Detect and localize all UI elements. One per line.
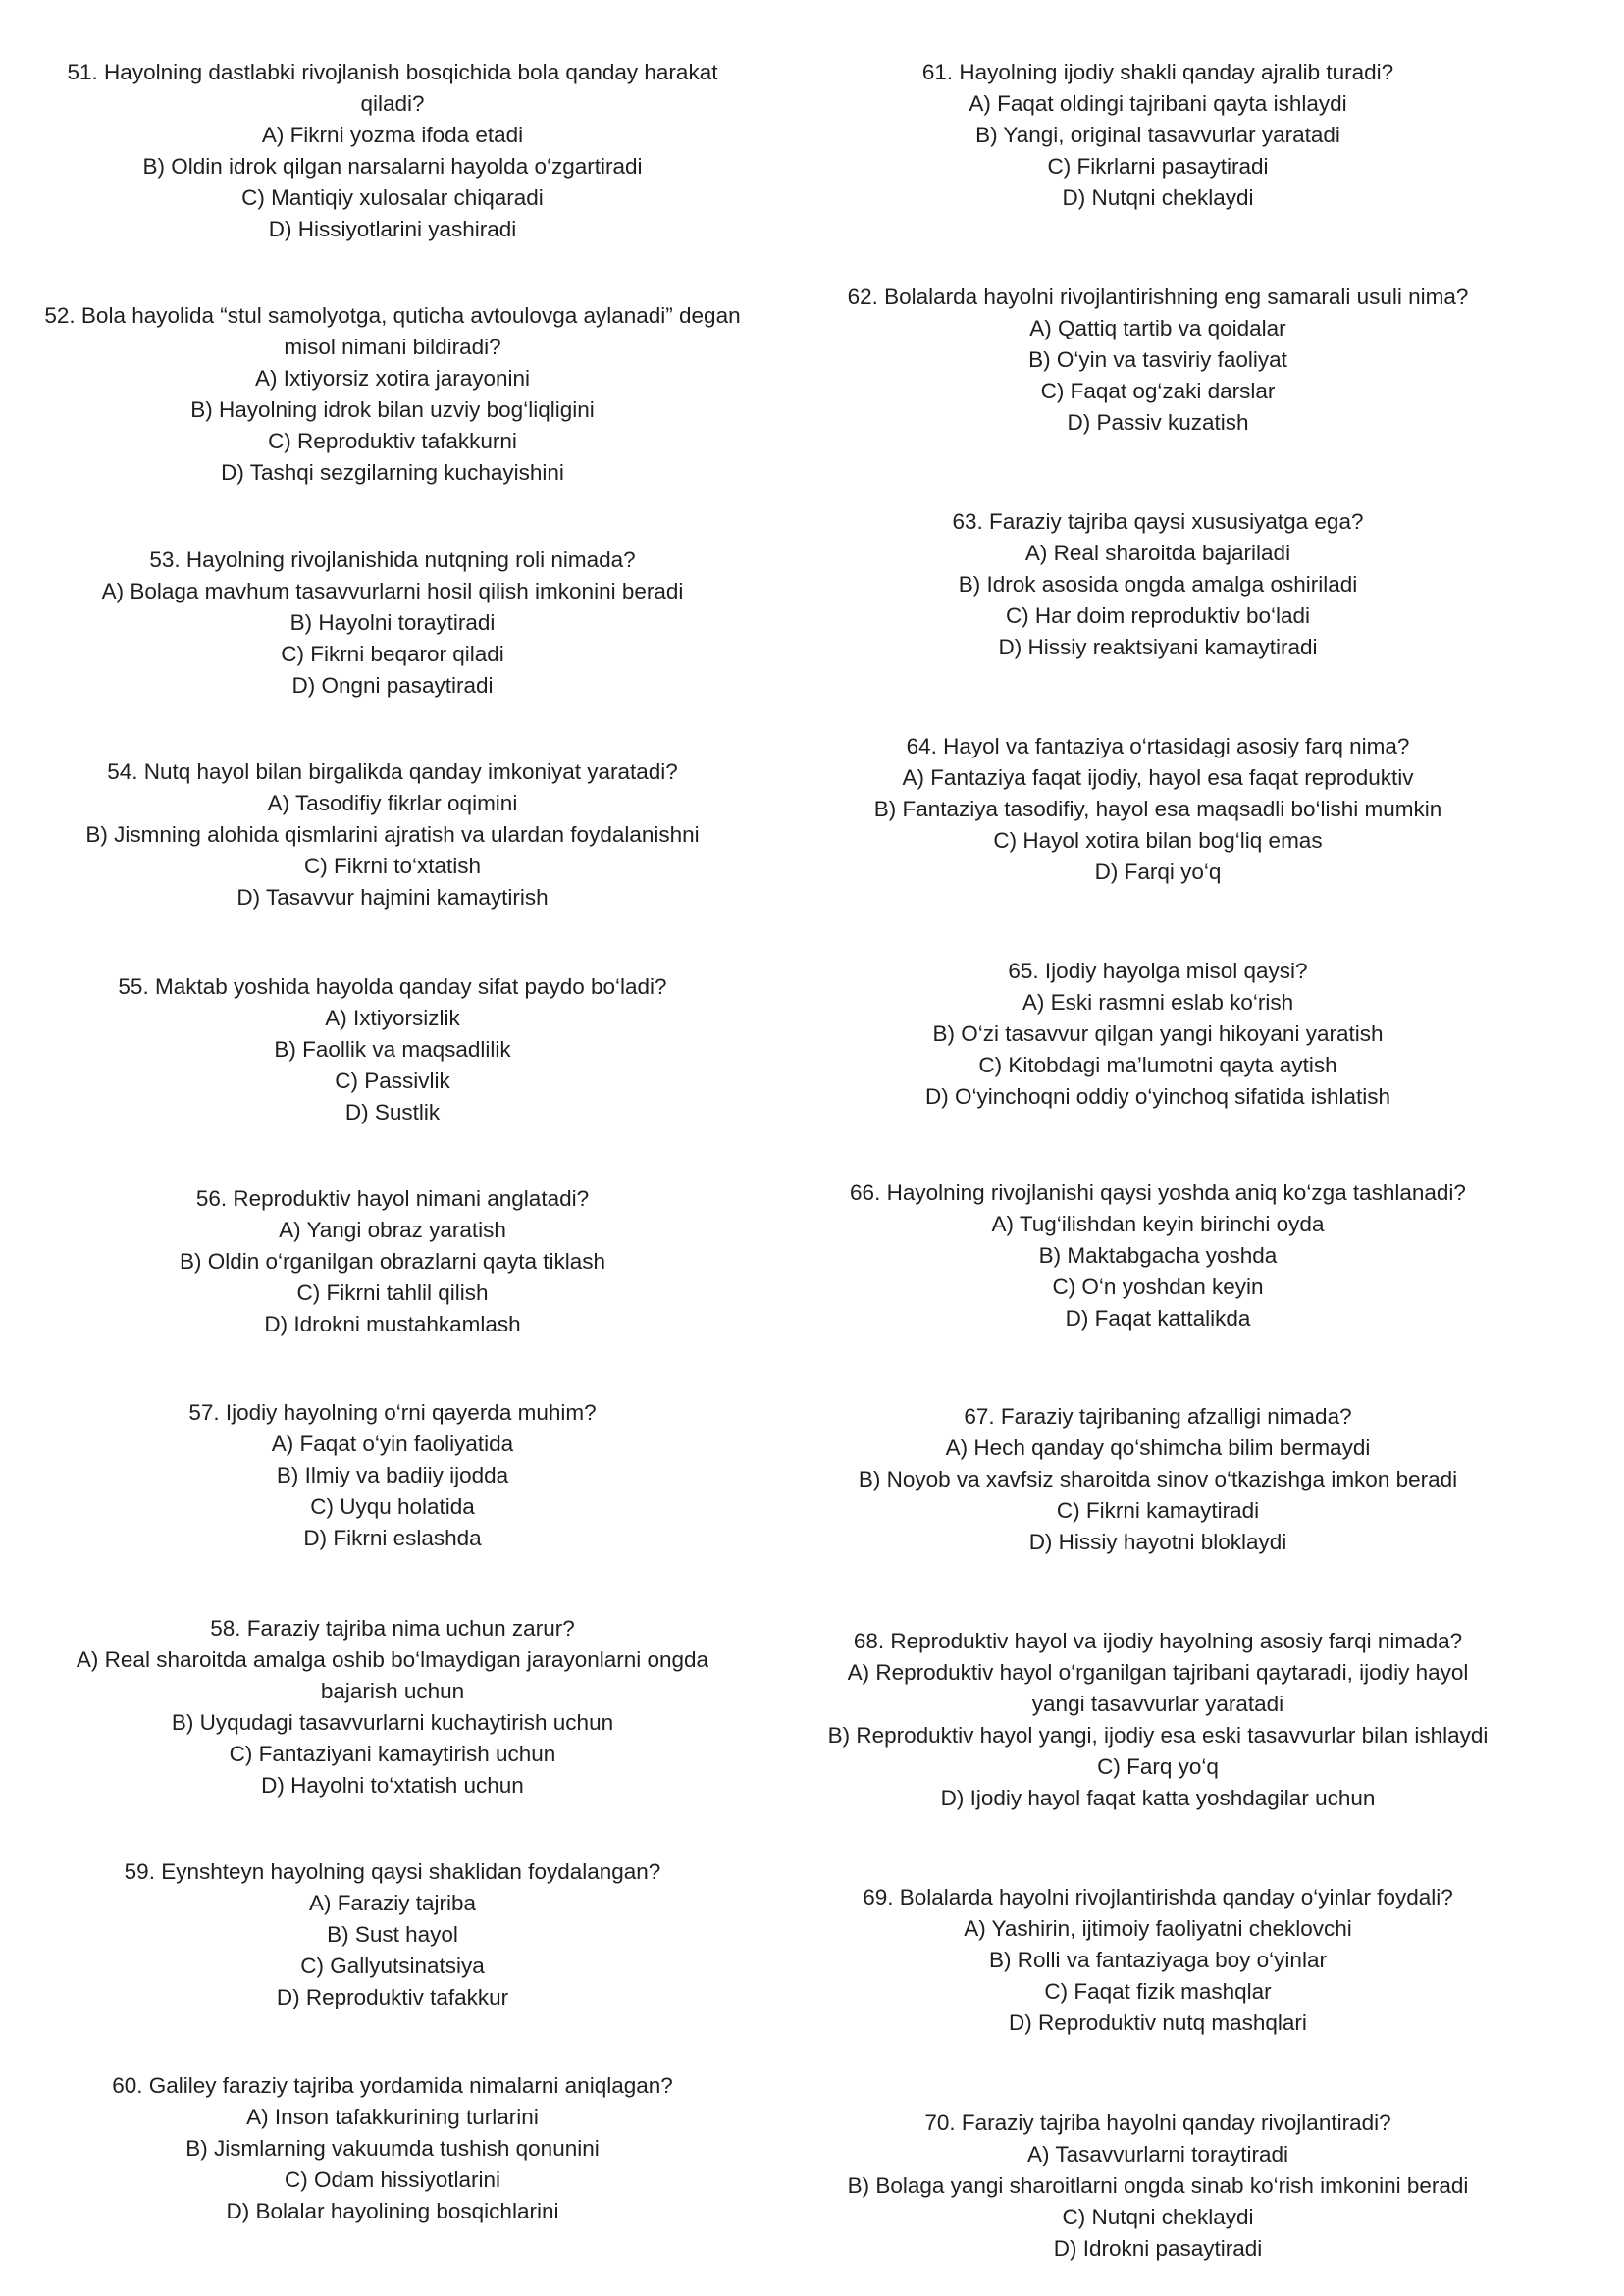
- option-a: A) Inson tafakkurining turlarini: [246, 2105, 539, 2129]
- option-c: C) O‘n yoshdan keyin: [1052, 1275, 1264, 1299]
- question-66: [785, 1177, 1531, 1334]
- option-a: A) Ixtiyorsiz xotira jarayonini: [254, 366, 531, 391]
- option-d: D) Tashqi sezgilarning kuchayishini: [221, 460, 564, 485]
- option-b: B) Faollik va maqsadlilik: [274, 1037, 511, 1062]
- option-c: C) Har doim reproduktiv bo‘ladi: [1005, 603, 1311, 628]
- question-57: [20, 1397, 765, 1554]
- option-a: A) Real sharoitda amalga oshib bo‘lmaydigan jarayonlarni ongda: [76, 1647, 709, 1672]
- option-d: D) Idrokni pasaytiradi: [1053, 2236, 1263, 2261]
- option-c: C) Mantiqiy xulosalar chiqaradi: [241, 185, 544, 210]
- option-a: A) Faraziy tajriba: [308, 1891, 477, 1915]
- question-text: 58. Faraziy tajriba nima uchun zarur?: [210, 1616, 575, 1641]
- option-d: D) Tasavvur hajmini kamaytirish: [236, 885, 549, 910]
- option-a: A) Real sharoitda bajariladi: [1024, 541, 1291, 565]
- question-text: misol nimani bildiradi?: [284, 335, 501, 359]
- option-a: A) Yashirin, ijtimoiy faoliyatni cheklovchi: [964, 1916, 1352, 1941]
- question-55: [20, 971, 765, 1128]
- question-text: 66. Hayolning rivojlanishi qaysi yoshda aniq ko‘zga tashlanadi?: [850, 1180, 1466, 1205]
- question-70: [785, 2108, 1531, 2265]
- question-52: [20, 300, 765, 489]
- option-b: B) O‘zi tasavvur qilgan yangi hikoyani yaratish: [932, 1021, 1384, 1046]
- option-b: B) Maktabgacha yoshda: [1038, 1243, 1278, 1268]
- question-text: qiladi?: [360, 91, 425, 116]
- option-d: D) Idrokni mustahkamlash: [264, 1312, 521, 1336]
- option-c: C) Uyqu holatida: [310, 1494, 475, 1519]
- option-b: B) Uyqudagi tasavvurlarni kuchaytirish uchun: [171, 1710, 614, 1735]
- option-d: D) Reproduktiv tafakkur: [276, 1985, 509, 2009]
- question-text: 65. Ijodiy hayolga misol qaysi?: [1008, 959, 1308, 983]
- question-54: [20, 757, 765, 913]
- option-b: B) Oldin idrok qilgan narsalarni hayolda o‘zgartiradi: [142, 154, 643, 179]
- option-d: D) O‘yinchoqni oddiy o‘yinchoq sifatida ishlatish: [925, 1084, 1390, 1109]
- option-a: A) Qattiq tartib va qoidalar: [1029, 316, 1286, 340]
- question-text: 59. Eynshteyn hayolning qaysi shaklidan foydalangan?: [124, 1859, 661, 1884]
- question-text: 57. Ijodiy hayolning o‘rni qayerda muhim?: [188, 1400, 597, 1425]
- option-b: B) Hayolning idrok bilan uzviy bog‘liqligini: [190, 397, 595, 422]
- question-text: 56. Reproduktiv hayol nimani anglatadi?: [195, 1186, 590, 1211]
- question-text: 69. Bolalarda hayolni rivojlantirishda qanday o‘yinlar foydali?: [863, 1885, 1453, 1909]
- option-b: B) Bolaga yangi sharoitlarni ongda sinab ko‘rish imkonini beradi: [847, 2173, 1469, 2198]
- question-text: 64. Hayol va fantaziya o‘rtasidagi asosiy farq nima?: [906, 734, 1410, 758]
- question-59: [20, 1856, 765, 2013]
- option-b: B) O‘yin va tasviriy faoliyat: [1028, 347, 1287, 372]
- question-56: [20, 1183, 765, 1340]
- option-a: A) Fikrni yozma ifoda etadi: [261, 123, 524, 147]
- question-text: 62. Bolalarda hayolni rivojlantirishning eng samarali usuli nima?: [847, 285, 1469, 309]
- option-d: D) Ijodiy hayol faqat katta yoshdagilar uchun: [940, 1786, 1376, 1810]
- option-a-cont: bajarish uchun: [320, 1679, 465, 1703]
- option-a: A) Bolaga mavhum tasavvurlarni hosil qilish imkonini beradi: [101, 579, 684, 603]
- option-c: C) Hayol xotira bilan bog‘liq emas: [993, 828, 1323, 853]
- option-a: A) Fantaziya faqat ijodiy, hayol esa faqat reproduktiv: [902, 765, 1414, 790]
- question-text: 55. Maktab yoshida hayolda qanday sifat paydo bo‘ladi?: [118, 974, 667, 999]
- question-text: 53. Hayolning rivojlanishida nutqning roli nimada?: [149, 548, 636, 572]
- option-d: D) Hissiy hayotni bloklaydi: [1028, 1530, 1287, 1554]
- option-d: D) Sustlik: [344, 1100, 441, 1124]
- question-53: [20, 545, 765, 702]
- question-text: 61. Hayolning ijodiy shakli qanday ajralib turadi?: [921, 60, 1394, 84]
- option-d: D) Faqat kattalikda: [1065, 1306, 1251, 1331]
- option-c: C) Fikrni tahlil qilish: [296, 1280, 489, 1305]
- question-text: 67. Faraziy tajribaning afzalligi nimada?: [964, 1404, 1352, 1429]
- option-c: C) Fikrlarni pasaytiradi: [1047, 154, 1269, 179]
- question-65: [785, 956, 1531, 1113]
- option-a: A) Ixtiyorsizlik: [325, 1006, 460, 1030]
- option-c: C) Reproduktiv tafakkurni: [268, 429, 517, 453]
- option-d: D) Bolalar hayolining bosqichlarini: [226, 2199, 559, 2223]
- option-b: B) Oldin o‘rganilgan obrazlarni qayta tiklash: [180, 1249, 605, 1274]
- question-61: [785, 57, 1531, 214]
- option-b: B) Reproduktiv hayol yangi, ijodiy esa eski tasavvurlar bilan ishlaydi: [827, 1723, 1489, 1748]
- option-b: B) Fantaziya tasodifiy, hayol esa maqsadli bo‘lishi mumkin: [873, 797, 1442, 821]
- option-b: B) Ilmiy va badiiy ijodda: [276, 1463, 509, 1487]
- option-d: D) Hissiyotlarini yashiradi: [268, 217, 517, 241]
- question-68: [785, 1626, 1531, 1814]
- option-d: D) Hayolni to‘xtatish uchun: [261, 1773, 524, 1798]
- question-text: 60. Galiley faraziy tajriba yordamida nimalarni aniqlagan?: [112, 2073, 673, 2098]
- option-c: C) Fantaziyani kamaytirish uchun: [229, 1742, 556, 1766]
- option-b: B) Idrok asosida ongda amalga oshiriladi: [958, 572, 1358, 597]
- option-c: C) Odam hissiyotlarini: [284, 2167, 501, 2192]
- option-c: C) Nutqni cheklaydi: [1062, 2205, 1254, 2229]
- question-62: [785, 282, 1531, 439]
- option-c: C) Faqat fizik mashqlar: [1044, 1979, 1272, 2004]
- option-b: B) Yangi, original tasavvurlar yaratadi: [975, 123, 1340, 147]
- question-text: 70. Faraziy tajriba hayolni qanday rivojlantiradi?: [924, 2111, 1391, 2135]
- question-51: [20, 57, 765, 245]
- option-d: D) Nutqni cheklaydi: [1062, 185, 1254, 210]
- option-a-cont: yangi tasavvurlar yaratadi: [1031, 1692, 1284, 1716]
- option-b: B) Jismlarning vakuumda tushish qonunini: [185, 2136, 600, 2161]
- option-a: A) Tug‘ilishdan keyin birinchi oyda: [991, 1212, 1325, 1236]
- option-c: C) Fikrni kamaytiradi: [1056, 1498, 1260, 1523]
- option-a: A) Tasodifiy fikrlar oqimini: [267, 791, 518, 815]
- option-c: C) Fikrni beqaror qiladi: [281, 642, 504, 666]
- option-d: D) Fikrni eslashda: [303, 1526, 482, 1550]
- option-d: D) Hissiy reaktsiyani kamaytiradi: [998, 635, 1318, 659]
- option-c: C) Faqat og‘zaki darslar: [1040, 379, 1276, 403]
- option-b: B) Rolli va fantaziyaga boy o‘yinlar: [989, 1948, 1327, 1972]
- option-c: C) Gallyutsinatsiya: [300, 1954, 485, 1978]
- option-d: D) Reproduktiv nutq mashqlari: [1009, 2010, 1307, 2035]
- option-b: B) Hayolni toraytiradi: [289, 610, 496, 635]
- question-67: [785, 1401, 1531, 1558]
- option-d: D) Farqi yo‘q: [1094, 860, 1222, 884]
- question-text: 54. Nutq hayol bilan birgalikda qanday imkoniyat yaratadi?: [107, 759, 678, 784]
- option-d: D) Ongni pasaytiradi: [291, 673, 494, 698]
- option-a: A) Faqat o‘yin faoliyatida: [271, 1432, 514, 1456]
- option-b: B) Sust hayol: [327, 1922, 458, 1947]
- option-c: C) Kitobdagi ma’lumotni qayta aytish: [978, 1053, 1337, 1077]
- option-a: A) Tasavvurlarni toraytiradi: [1027, 2142, 1288, 2166]
- option-a: A) Eski rasmni eslab ko‘rish: [1022, 990, 1294, 1015]
- option-c: C) Fikrni to‘xtatish: [303, 854, 482, 878]
- option-a: A) Faqat oldingi tajribani qayta ishlaydi: [969, 91, 1347, 116]
- option-c: C) Passivlik: [335, 1069, 450, 1093]
- question-text: 68. Reproduktiv hayol va ijodiy hayolning asosiy farqi nimada?: [853, 1629, 1463, 1653]
- option-c: C) Farq yo‘q: [1097, 1754, 1219, 1779]
- option-b: B) Noyob va xavfsiz sharoitda sinov o‘tkazishga imkon beradi: [858, 1467, 1458, 1491]
- option-d: D) Passiv kuzatish: [1067, 410, 1249, 435]
- option-a: A) Yangi obraz yaratish: [279, 1218, 506, 1242]
- option-a: A) Hech qanday qo‘shimcha bilim bermaydi: [945, 1435, 1371, 1460]
- question-60: [20, 2070, 765, 2227]
- option-a: A) Reproduktiv hayol o‘rganilgan tajribani qaytaradi, ijodiy hayol: [847, 1660, 1469, 1685]
- question-63: [785, 506, 1531, 663]
- question-text: 52. Bola hayolida “stul samolyotga, quticha avtoulovga aylanadi” degan: [44, 303, 741, 328]
- question-text: 51. Hayolning dastlabki rivojlanish bosqichida bola qanday harakat: [67, 60, 718, 84]
- option-b: B) Jismning alohida qismlarini ajratish va ulardan foydalanishni: [85, 822, 700, 847]
- question-text: 63. Faraziy tajriba qaysi xususiyatga ega?: [952, 509, 1364, 534]
- question-58: [20, 1613, 765, 1801]
- question-69: [785, 1882, 1531, 2039]
- question-64: [785, 731, 1531, 888]
